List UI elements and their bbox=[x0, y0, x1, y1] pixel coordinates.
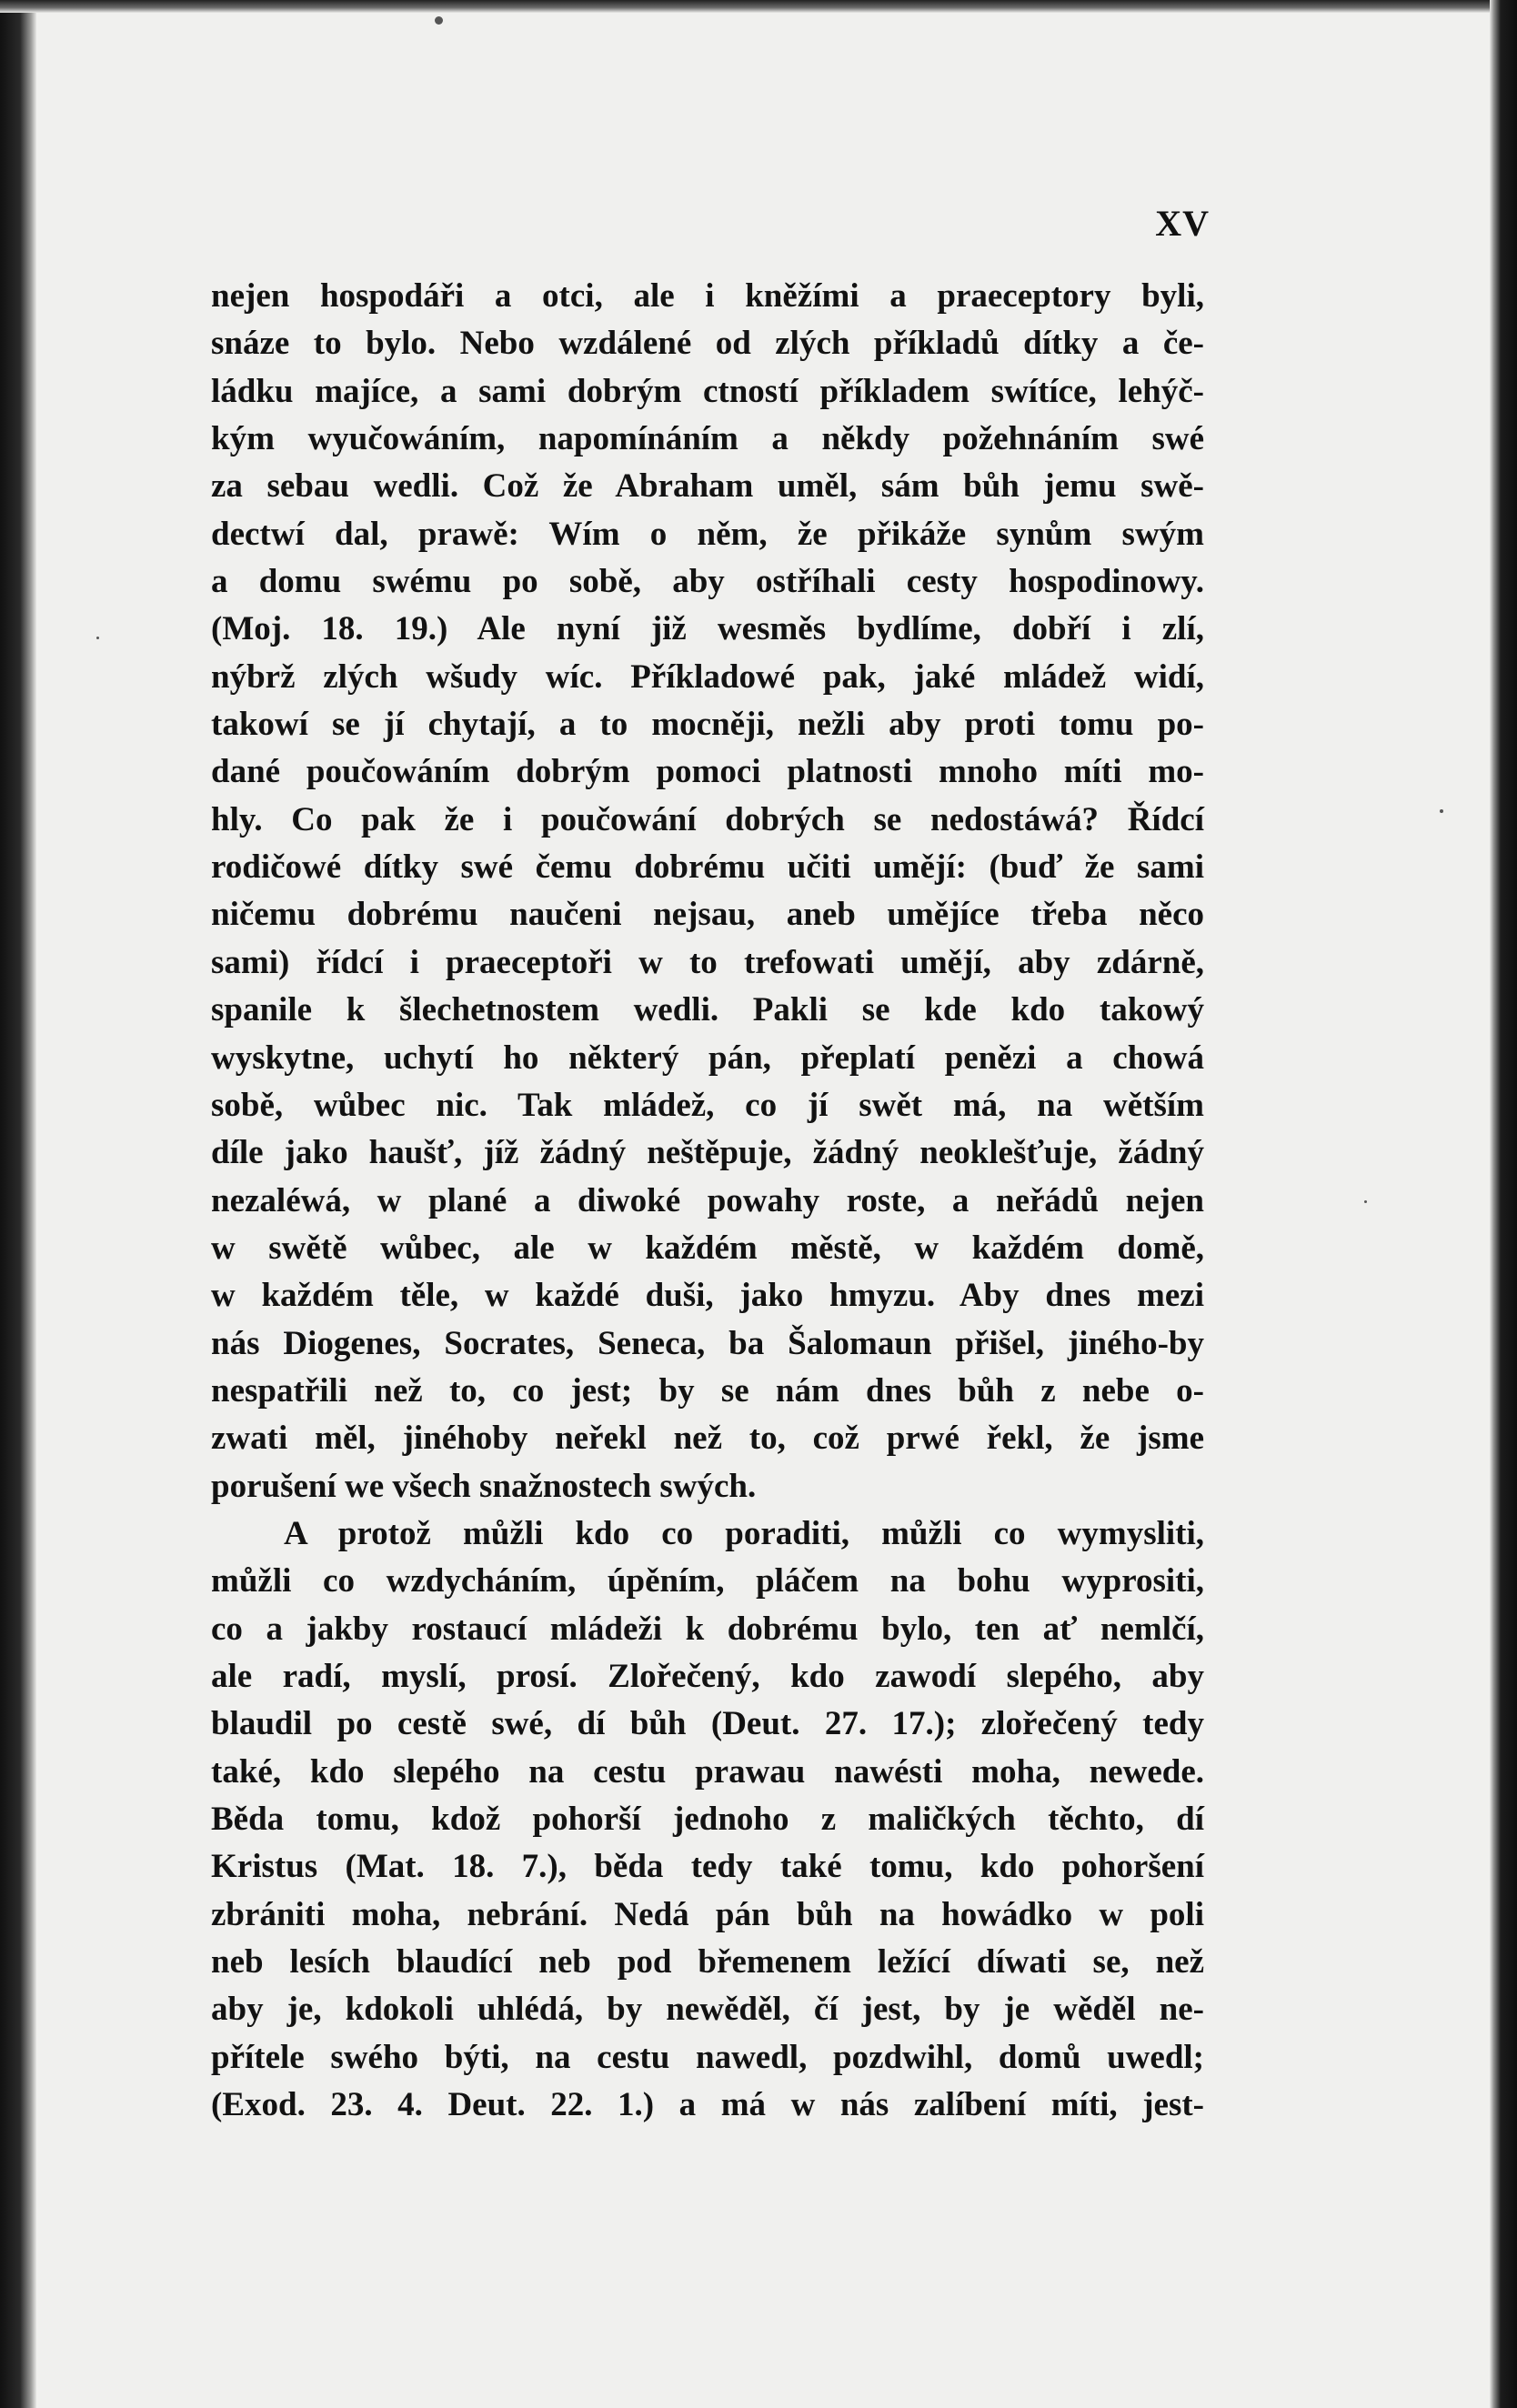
text-line: co a jakby rostaucí mládeži k dobrému bylo, ten ať nemlčí, bbox=[211, 1610, 1204, 1648]
scan-border-right bbox=[1490, 0, 1517, 2408]
text-line: w swětě wůbec, ale w každém městě, w každém domě, bbox=[211, 1229, 1204, 1267]
text-line: dané poučowáním dobrým pomoci platnosti mnoho míti mo- bbox=[211, 753, 1204, 791]
text-line: w každém těle, w každé duši, jako hmyzu. Aby dnes mezi bbox=[211, 1277, 1204, 1315]
text-line: zwati měl, jinéhoby neřekl než to, což prwé řekl, že jsme bbox=[211, 1420, 1204, 1458]
text-line: ládku majíce, a sami dobrým ctností příkladem swítíce, lehýč- bbox=[211, 372, 1204, 410]
text-line: rodičowé dítky swé čemu dobrému učiti umějí: (buď že sami bbox=[211, 848, 1204, 887]
text-line: dectwí dal, prawě: Wím o něm, že přikáže synům swým bbox=[211, 515, 1204, 553]
text-line: blaudil po cestě swé, dí bůh (Deut. 27. 17.); zlořečený tedy bbox=[211, 1705, 1204, 1743]
text-line: nejen hospodáři a otci, ale i kněžími a praeceptory byli, bbox=[211, 277, 1204, 315]
text-line: (Moj. 18. 19.) Ale nyní již wesměs bydlíme, dobří i zlí, bbox=[211, 610, 1204, 648]
text-line: A protož můžli kdo co poraditi, můžli co wymysliti, bbox=[284, 1514, 1204, 1552]
text-line: aby je, kdokoli uhlédá, by newěděl, čí jest, by je wěděl ne- bbox=[211, 1991, 1204, 2029]
text-line: hly. Co pak že i poučowání dobrých se nedostáwá? Řídcí bbox=[211, 800, 1204, 838]
text-line: snáze to bylo. Nebo wzdálené od zlých příkladů dítky a če- bbox=[211, 325, 1204, 363]
body-text bbox=[211, 273, 1204, 2129]
text-line: nezaléwá, w plané a diwoké powahy roste, a neřádů nejen bbox=[211, 1181, 1204, 1219]
text-line: sobě, wůbec nic. Tak mládež, co jí swět má, na wětším bbox=[211, 1086, 1204, 1124]
text-line: Běda tomu, kdož pohorší jednoho z maličkých těchto, dí bbox=[211, 1801, 1204, 1838]
paragraph-2 bbox=[211, 1510, 1204, 2129]
text-line: za sebau wedli. Což že Abraham uměl, sám bůh jemu swě- bbox=[211, 467, 1204, 506]
text-line: wyskytne, uchytí ho některý pán, přeplatí penězi a chowá bbox=[211, 1038, 1204, 1077]
text-line: takowí se jí chytají, a to mocněji, nežli aby proti tomu po- bbox=[211, 706, 1204, 744]
text-line: sami) řídcí i praeceptoři w to trefowati umějí, aby zdárně, bbox=[211, 943, 1204, 981]
scan-speck bbox=[1440, 809, 1443, 813]
text-line: také, kdo slepého na cestu prawau nawésti moha, newede. bbox=[211, 1752, 1204, 1791]
scan-speck bbox=[96, 637, 99, 639]
text-line: (Exod. 23. 4. Deut. 22. 1.) a má w nás zalíbení míti, jest- bbox=[211, 2086, 1204, 2124]
text-line: nespatřili než to, co jest; by se nám dnes bůh z nebe o- bbox=[211, 1371, 1204, 1410]
text-line: Kristus (Mat. 18. 7.), běda tedy také tomu, kdo pohoršení bbox=[211, 1848, 1204, 1886]
page-number: XV bbox=[1155, 203, 1210, 244]
text-line: zbrániti moha, nebrání. Nedá pán bůh na howádko w poli bbox=[211, 1895, 1204, 1933]
text-line: ničemu dobrému naučeni nejsau, aneb umějíce třeba něco bbox=[211, 896, 1204, 934]
text-line: nýbrž zlých wšudy wíc. Příkladowé pak, jaké mládež widí, bbox=[211, 657, 1204, 696]
scan-border-left bbox=[0, 0, 36, 2408]
text-line: můžli co wzdycháním, úpěním, pláčem na bohu wyprositi, bbox=[211, 1562, 1204, 1600]
scan-speck bbox=[435, 16, 443, 25]
text-line: díle jako haušť, jíž žádný neštěpuje, žádný neoklešťuje, žádný bbox=[211, 1134, 1204, 1172]
scan-speck bbox=[1364, 1200, 1367, 1203]
text-line: spanile k šlechetnostem wedli. Pakli se kde kdo takowý bbox=[211, 991, 1204, 1029]
text-line: a domu swému po sobě, aby ostříhali cesty hospodinowy. bbox=[211, 563, 1204, 601]
text-line: kým wyučowáním, napomínáním a někdy požehnáním swé bbox=[211, 420, 1204, 458]
text-line: nás Diogenes, Socrates, Seneca, ba Šalomaun přišel, jiného-by bbox=[211, 1324, 1204, 1362]
scan-border-top bbox=[0, 0, 1517, 13]
text-line: přítele swého býti, na cestu nawedl, pozdwihl, domů uwedl; bbox=[211, 2038, 1204, 2076]
text-line: neb lesích blaudící neb pod břemenem ležící díwati se, než bbox=[211, 1943, 1204, 1982]
paragraph-1 bbox=[211, 273, 1204, 1510]
text-line: ale radí, myslí, prosí. Zlořečený, kdo zawodí slepého, aby bbox=[211, 1657, 1204, 1695]
text-line: porušení we všech snažnostech swých. bbox=[211, 1467, 757, 1505]
